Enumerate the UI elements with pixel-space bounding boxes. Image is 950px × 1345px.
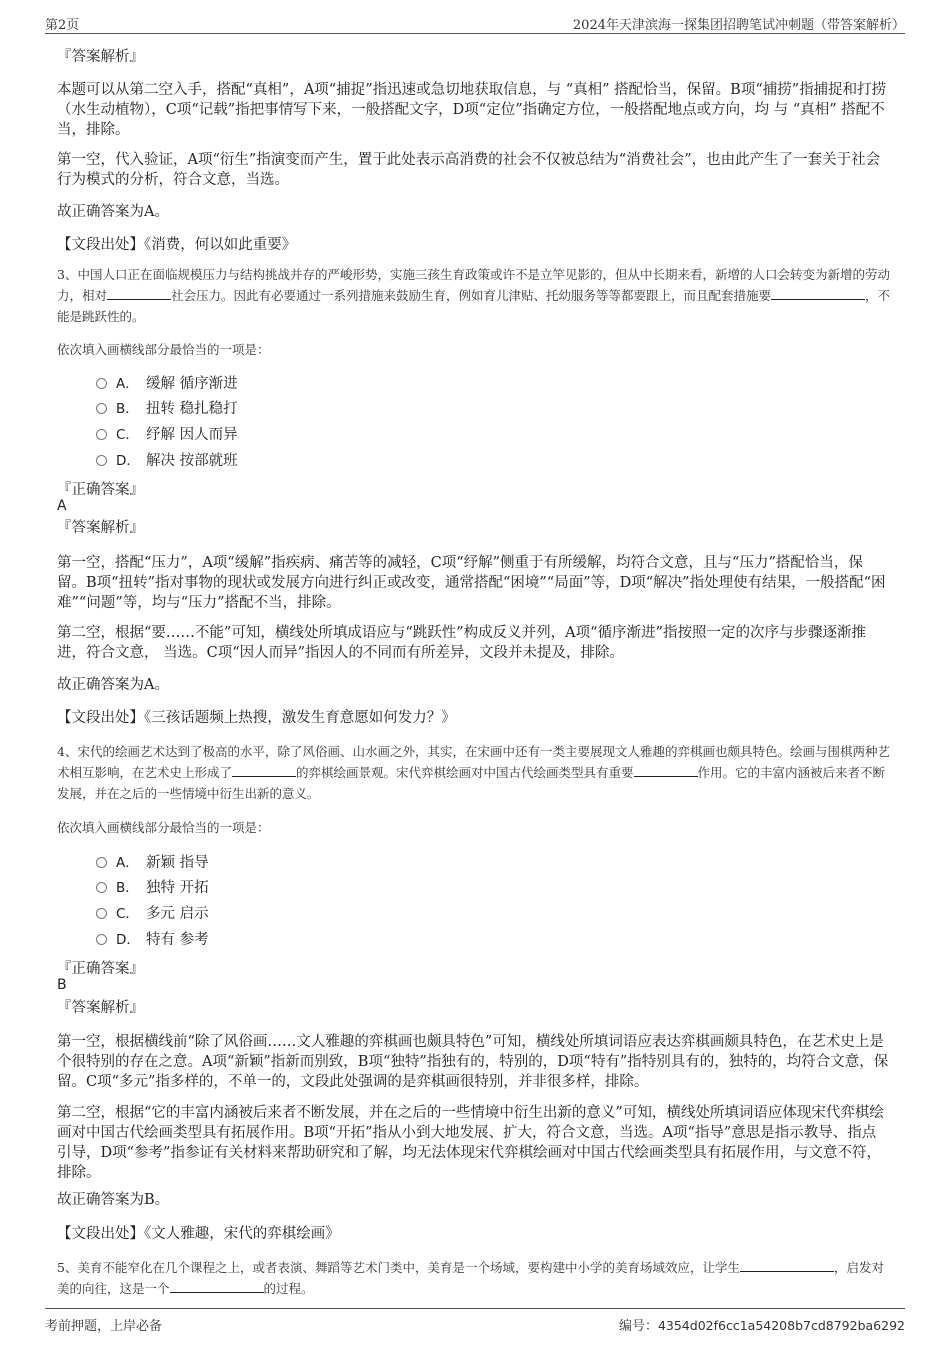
question-4-option-b[interactable]: B． 独特 开拓 xyxy=(96,878,209,898)
question-3-text: 3、中国人口正在面临规模压力与结构挑战并存的严峻形势，实施三孩生育政策或许不是立竿见影的，但从中长期来看，新增的人口会转变为新增的劳动力，相对 社会压力。因此有必要通过一系列措施来鼓励生育，例如育儿津贴、托幼服务等等都要跟上，而且配套措施要 ，不能是跳跃性的。 xyxy=(57,267,891,324)
page-header xyxy=(45,11,905,34)
question-4-analysis-p2: 第二空，根据“它的丰富内涵被后来者不断发展，并在之后的一些情境中衍生出新的意义”可知，横线处所填词语应体现宋代弈棋绘画对中国古代绘画类型具有拓展作用。B项“开拓”指从小到大地发展、扩大，符合文意，当选。A项“指导”意思是指示教导、指点引导，D项“参考”指参证有关材料来帮助研究和了解，均无法体现宋代弈棋绘画对中国古代绘画类型具有拓展作用，与文意不符，排除。 xyxy=(57,1105,884,1181)
question-3-option-d[interactable]: D． 解决 按部就班 xyxy=(96,451,238,471)
question-3-analysis-heading: 『答案解析』 xyxy=(57,520,144,536)
question-4-analysis-p1: 第一空，根据横线前“除了风俗画……文人雅趣的弈棋画也颇具特色”可知，横线处所填词语应表达弈棋画颇具特色，在艺术史上是个很特别的存在之意。A项“新颖”指新而别致，B项“独特”指独有的，特别的，D项“特有”指特别具有的，独特的，均符合文意，保留。C项“多元”指多样的，不单一的，文段此处强调的是弈棋画很特别，并非很多样，排除。 xyxy=(57,1034,889,1090)
question-4-text: 4、宋代的绘画艺术达到了极高的水平，除了风俗画、山水画之外，其实，在宋画中还有一类主要展现文人雅趣的弈棋画也颇具特色。绘画与围棋两种艺术相互影响，在艺术史上形成了 的弈棋绘画景观。宋代弈棋绘画对中国古代绘画类型具有重要 作用。它的丰富内涵被后来者不断发展，并在之后的一些情境中衍生出新的意义。 xyxy=(57,744,890,801)
radio-icon[interactable] xyxy=(96,857,107,868)
document-title: 2024年天津滨海一探集团招聘笔试冲刺题（带答案解析） xyxy=(572,18,905,33)
question-4-source: 【文段出处】《文人雅趣，宋代的弈棋绘画》 xyxy=(57,1226,340,1242)
question-3-correct-heading: 『正确答案』 xyxy=(57,482,144,498)
question-4-option-a[interactable]: A． 新颖 指导 xyxy=(96,853,209,873)
page-number: 第2页 xyxy=(45,18,80,33)
radio-icon[interactable] xyxy=(96,403,107,414)
radio-icon[interactable] xyxy=(96,455,107,466)
question-4-correct-heading: 『正确答案』 xyxy=(57,961,144,977)
radio-icon[interactable] xyxy=(96,908,107,919)
question-5-text: 5、美育不能窄化在几个课程之上，或者表演、舞蹈等艺术门类中，美育是一个场域，要构建中小学的美育场域效应，让学生 ，启发对美的向往，这是一个 的过程。 xyxy=(57,1257,895,1299)
question-4-option-d[interactable]: D． 特有 参考 xyxy=(96,930,209,950)
radio-icon[interactable] xyxy=(96,429,107,440)
answer-blank xyxy=(170,1278,264,1293)
question-3-prompt: 依次填入画横线部分最恰当的一项是： xyxy=(57,342,270,357)
question-4-prompt: 依次填入画横线部分最恰当的一项是： xyxy=(57,820,270,835)
radio-icon[interactable] xyxy=(96,934,107,945)
question-3-source: 【文段出处】《三孩话题频上热搜，激发生育意愿如何发力？》 xyxy=(57,710,456,726)
answer-blank xyxy=(107,285,171,300)
radio-icon[interactable] xyxy=(96,882,107,893)
answer-blank xyxy=(740,1257,834,1272)
answer-blank xyxy=(232,762,296,777)
footer-slogan: 考前押题，上岸必备 xyxy=(45,1319,163,1334)
question-4-analysis-heading: 『答案解析』 xyxy=(57,1000,144,1016)
question-4-correct-answer: B xyxy=(57,977,67,993)
prev-analysis-p3: 故正确答案为A。 xyxy=(57,204,169,220)
question-4-option-c[interactable]: C． 多元 启示 xyxy=(96,904,209,924)
question-3-option-c[interactable]: C． 纾解 因人而异 xyxy=(96,425,238,445)
question-3-analysis-p3: 故正确答案为A。 xyxy=(57,677,169,693)
answer-blank xyxy=(634,762,698,777)
prev-analysis-heading: 『答案解析』 xyxy=(57,49,144,65)
question-3-option-a[interactable]: A． 缓解 循序渐进 xyxy=(96,374,238,394)
question-4-analysis-p3: 故正确答案为B。 xyxy=(57,1192,170,1208)
question-3-analysis-p1: 第一空，搭配“压力”，A项“缓解”指疾病、痛苦等的减轻，C项“纾解”侧重于有所缓解，均符合文意，且与“压力”搭配恰当，保留。B项“扭转”指对事物的现状或发展方向进行纠正或改变，通常搭配“困境”“局面”等，D项“解决”指处理使有结果，一般搭配“困难”“问题”等，均与“压力”搭配不当，排除。 xyxy=(57,555,886,611)
question-3-correct-answer: A xyxy=(57,498,67,514)
document-code: 编号：4354d02f6cc1a54208b7cd8792ba6292 xyxy=(618,1318,905,1334)
prev-analysis-p2: 第一空，代入验证，A项“衍生”指演变而产生，置于此处表示高消费的社会不仅被总结为“消费社会”，也由此产生了一套关于社会行为模式的分析，符合文意，当选。 xyxy=(57,152,881,188)
radio-icon[interactable] xyxy=(96,378,107,389)
question-3-analysis-p2: 第二空，根据“要……不能”可知，横线处所填成语应与“跳跃性”构成反义并列，A项“循序渐进”指按照一定的次序与步骤逐渐推进，符合文意， 当选。C项“因人而异”指因人的不同而有所差异，文段并未提及，排除。 xyxy=(57,625,866,661)
prev-analysis-p1: 本题可以从第二空入手，搭配“真相”，A项“捕捉”指迅速或急切地获取信息，与 “真相” 搭配恰当，保留。B项“捕捞”指捕捉和打捞（水生动植物），C项“记载”指把事情写下来，一般搭配文字，D项“定位”指确定方位，一般搭配地点或方向，均 与 “真相” 搭配不当，排除。 xyxy=(57,82,887,138)
answer-blank xyxy=(771,285,865,300)
prev-source: 【文段出处】《消费，何以如此重要》 xyxy=(57,237,297,253)
question-3-option-b[interactable]: B． 扭转 稳扎稳打 xyxy=(96,399,238,419)
page-footer xyxy=(45,1308,905,1335)
